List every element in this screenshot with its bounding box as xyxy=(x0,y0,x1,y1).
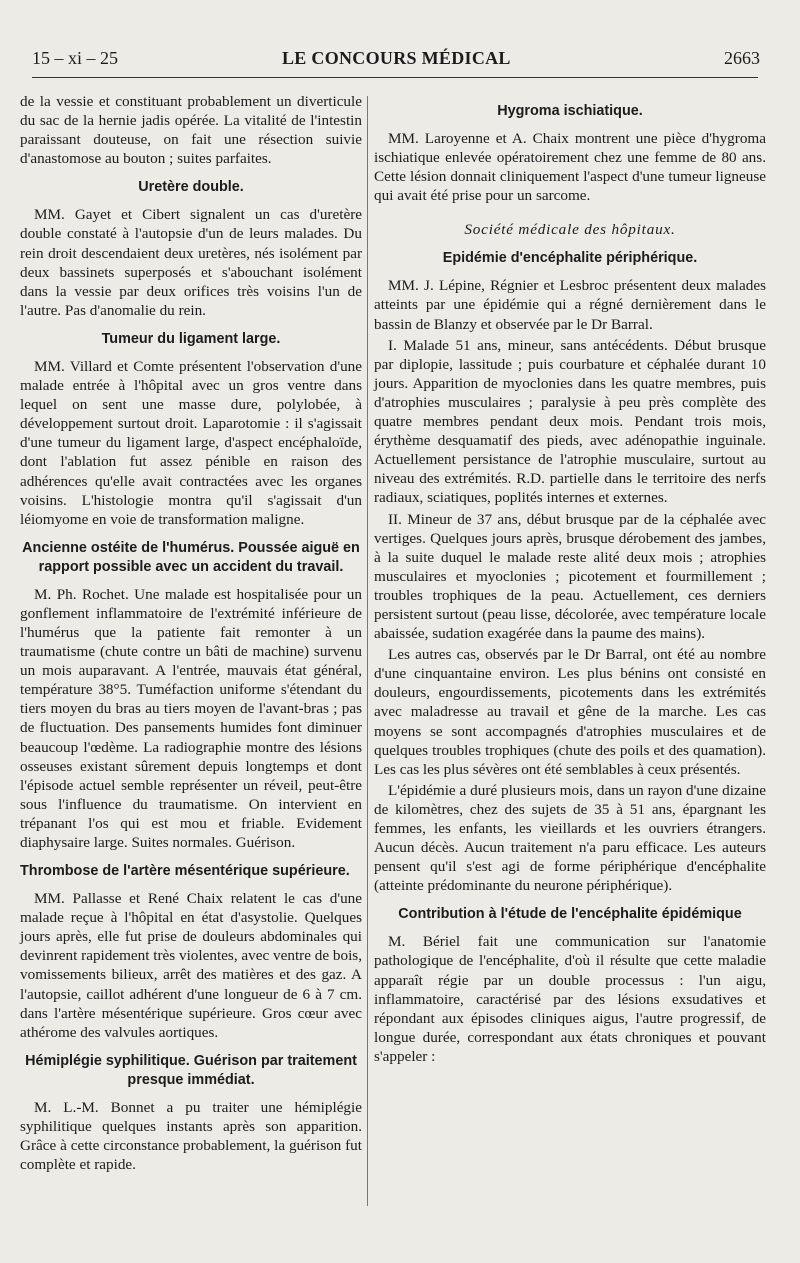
header-rule xyxy=(32,77,758,78)
page-number: 2663 xyxy=(724,48,760,68)
section-heading: Contribution à l'étude de l'encéphalite épidémique xyxy=(398,906,742,923)
section-heading: Epidémie d'encéphalite périphérique. xyxy=(442,250,698,267)
society-subheading: Société médicale des hôpitaux. xyxy=(464,221,676,239)
section-heading: Tumeur du ligament large. xyxy=(101,330,281,347)
section-heading: Thrombose de l'artère mésentérique supérieure. xyxy=(20,863,350,880)
left-column xyxy=(20,92,362,1176)
paragraph: de la vessie et constituant probablement un diverticule du sac de la hernie jadis opérée. La vitalité de l'intestin paraissant douteuse, on fait une résection suivie d'anastomose au bouton ; suites parfaites. xyxy=(20,93,362,168)
paragraph: M. Bériel fait une communication sur l'anatomie pathologique de l'encéphalite, d'où il résulte que cette maladie apparaît régie par un double processus : l'un aigu, inflammatoire, caractérisé par des lésions exsudatives et répondant aux épisodes cliniques aigus, l'autre progressif, de longue durée, correspondant aux états chroniques et pouvant s'appeler : xyxy=(374,933,766,1065)
right-column xyxy=(374,92,766,1068)
journal-title: LE CONCOURS MÉDICAL xyxy=(282,48,511,68)
paragraph: II. Mineur de 37 ans, début brusque par de la céphalée avec vertiges. Quelques jours après, brusque dérobement des jambes, à la suite duquel le malade reste alité deux mois ; atrophies musculaires et myoclonies ; picotement et fourmillement ; troubles trophiques de la peau. Actuellement, ces derniers persistent surtout (peau lisse, décolorée, avec température locale abaissée, sudation exagérée dans la paume des mains). xyxy=(374,510,766,643)
paragraph: M. L.-M. Bonnet a pu traiter une hémiplégie syphilitique quelques instants après son apparition. Grâce à cette circonstance probablement, la guérison fut complète et rapide. xyxy=(20,1098,362,1174)
paragraph: MM. Villard et Comte présentent l'observation d'une malade entrée à l'hôpital avec un gros ventre dans lequel on sent une masse dure, polylobée, à développement surtout droit. Laparotomie : il s'agissait d'une tumeur du ligament large, d'aspect encéphaloïde, dont l'ablation fut assez pénible en raison des adhérences qu'elle avait contractées avec les organes voisins. L'histologie montra qu'il s'agissait d'un léiomyome en voie de transformation maligne. xyxy=(20,357,362,528)
section-heading: Hémiplégie syphilitique. Guérison par traitement presque immédiat. xyxy=(25,1052,357,1088)
column-divider xyxy=(367,96,368,1206)
paragraph: MM. Laroyenne et A. Chaix montrent une pièce d'hygroma ischiatique enlevée opératoirement chez une femme de 80 ans. Cette lésion donnait cliniquement l'aspect d'une tumeur ligneuse qui avait été prise pour un sarcome. xyxy=(374,130,766,205)
section-heading: Hygroma ischiatique. xyxy=(497,103,643,119)
issue-date: 15 – xi – 25 xyxy=(32,48,119,68)
section-heading: Ancienne ostéite de l'humérus. Poussée aiguë en rapport possible avec un accident du travail. xyxy=(22,539,360,575)
paragraph: MM. Pallasse et René Chaix relatent le cas d'une malade reçue à l'hôpital en état d'asystolie. Quelques jours après, elle fut prise de douleurs abdominales qui devinrent rapidement très violentes, avec ventre de bois, vomissements bilieux, arrêt des matières et des gaz. A l'autopsie, caillot adhérent d'une longueur de 6 à 7 cm. dans l'artère mésentérique supérieure. Gros cœur avec athérome des valvules aortiques. xyxy=(20,890,363,1041)
paragraph: MM. Gayet et Cibert signalent un cas d'uretère double constaté à l'autopsie d'un de leurs malades. Du rein droit descendaient deux uretères, nés isolément par deux bassinets superposés et s'abouchant isolément dans la vessie par deux orifices très voisins l'un de l'autre. Pas d'anomalie du rein. xyxy=(20,206,362,319)
paragraph: L'épidémie a duré plusieurs mois, dans un rayon d'une dizaine de kilomètres, chez des sujets de 35 à 51 ans, épargnant les femmes, les enfants, les vieillards et les ouvriers étrangers. Aucun décès. Aucun traitement n'a paru efficace. Les auteurs pensent qu'il s'est agi de forme périphérique d'encéphalite (atteinte prédominante du neurone périphérique). xyxy=(374,781,766,895)
paragraph: MM. J. Lépine, Régnier et Lesbroc présentent deux malades atteints par une épidémie qui a régné dernièrement dans le bassin de Blanzy et observée par le Dr Barral. xyxy=(374,277,766,333)
section-heading: Uretère double. xyxy=(138,179,244,196)
paragraph: M. Ph. Rochet. Une malade est hospitalisée pour un gonflement inflammatoire de l'extrémité inférieure de l'humérus que la patiente fait remonter à un traumatisme (chute contre un bâti de machine) survenu un mois auparavant. A l'entrée, mauvais état général, température 38°5. Tuméfaction uniforme s'étendant du tiers moyen du bras au tiers moyen de l'avant-bras ; pas de fluctuation. Des pansements humides font diminuer beaucoup l'œdème. La radiographie montre des lésions osseuses existant sûrement depuis longtemps et dont l'épisode actuel semble représenter un réveil, peut-être sous l'influence du traumatisme. On intervient en trépanant l'os qui est mou et friable. Evidement diaphysaire large. Suites normales. Guérison. xyxy=(20,585,362,851)
paragraph: I. Malade 51 ans, mineur, sans antécédents. Début brusque par diplopie, lassitude ; puis courbature et céphalée durant 10 jours. Apparition de myoclonies dans les quatre membres, puis d'atrophies musculaires ; paralysie à peu près complète des quatre membres pendant deux mois. Pendant trois mois, érythème desquamatif des pieds, avec adénopathie inguinale. Actuellement persistance de l'atrophie musculaire, surtout au niveau des extrémités. R.D. partielle dans le territoire des nerfs radiaux, sciatiques, poplités internes et externes. xyxy=(374,336,766,507)
paragraph: Les autres cas, observés par le Dr Barral, ont été au nombre d'une cinquantaine environ. Les plus bénins ont consisté en douleurs, engourdissements, picotements dans les extrémités avec maladresse au travail et gêne de la marche. Les cas moyens se sont accompagnés d'atrophies musculaires et de quelques troubles trophiques (chute des poils et des quamation). Les cas les plus sévères ont été semblables à ceux présentés. xyxy=(374,646,766,778)
running-header xyxy=(32,48,760,74)
